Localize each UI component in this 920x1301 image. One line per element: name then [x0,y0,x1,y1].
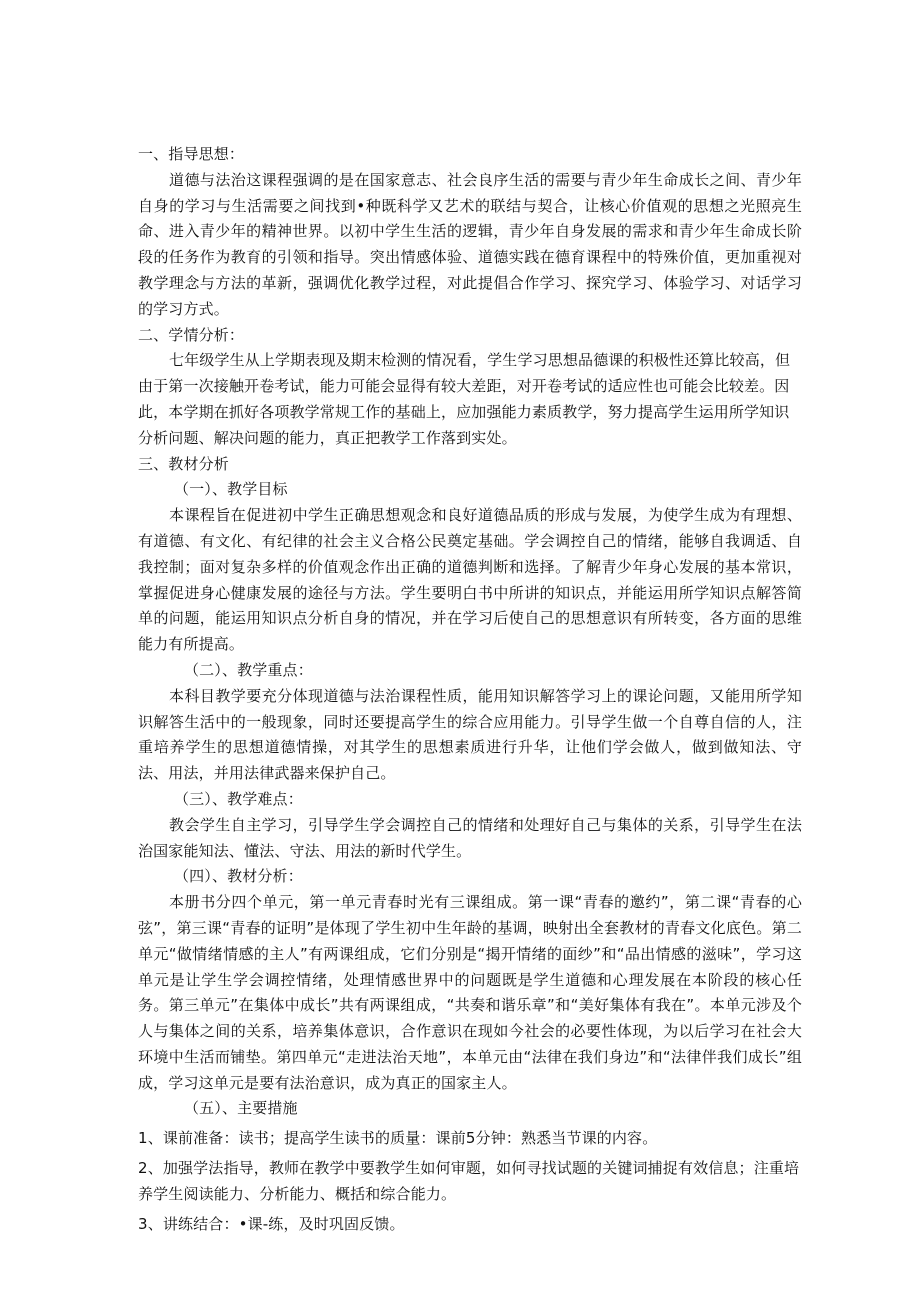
measure-item: 1、课前准备：读书；提高学生读书的质量：课前5分钟：熟悉当节课的内容。 [138,1129,658,1148]
section-heading-textbook-analysis: 三、教材分析 [138,454,229,473]
document-body [138,142,802,1237]
section-heading-student-analysis: 二、学情分析： [138,325,245,344]
student-analysis-paragraph: 七年级学生从上学期表现及期末检测的情况看，学生学习思想品德课的积极性还算比较高，但由于第一次接触开卷考试，能力可能会显得有较大差距，对开卷考试的适应性也可能会比较差。因此，本学期在抓好各项教学常规工作的基础上，应加强能力素质教学，努力提高学生运用所学知识分析问题、解决问题的能力，真正把教学工作落到实处。 [138,351,791,447]
subheading-teaching-difficulty: （三）、教学难点： [174,789,303,808]
section-heading-guiding-thought: 一、指导思想： [138,145,245,163]
teaching-goals-paragraph: 本课程旨在促进初中学生正确思想观念和良好道德品质的形成与发展，为使学生成为有理想、有道德、有文化、有纪律的社会主义合格公民奠定基础。学会调控自己的情绪，能够自我调适、自我控制；面对复杂多样的价值观念作出正确的道德判断和选择。了解青少年身心发展的基本常识，掌握促进身心健康发展的途径与方法。学生要明白书中所讲的知识点，并能运用所学知识点解答简单的问题，能运用知识点分析自身的情况，并在学习后使自己的思想意识有所转变，各方面的思维能力有所提高。 [138,506,802,654]
measure-item: 3、讲练结合：•课-练，及时巩固反馈。 [138,1214,405,1233]
measure-item: 2、加强学法指导，教师在教学中要教学生如何审题，如何寻找试题的关键词捕捉有效信息；注重培养学生阅读能力、分析能力、概括和综合能力。 [138,1159,800,1203]
subheading-teaching-focus: （二）、教学重点： [184,660,313,679]
textbook-analysis-paragraph: 本册书分四个单元，第一单元青春时光有三课组成。第一课“青春的邀约”，第二课“青春的心弦”，第三课“青春的证明”是体现了学生初中生年龄的基调，映射出全套教材的青春文化底色。第二单元“做情绪情感的主人”有两课组成，它们分别是“揭开情绪的面纱”和“品出情感的滋味”，学习这单元是让学生学会调控情绪，处理情感世界中的问题既是学生道德和心理发展在本阶段的核心任务。第三单元”在集体中成长”共有两课组成，“共奏和谐乐章”和“美好集体有我在”。本单元涉及个人与集体之间的关系，培养集体意识，合作意识在现如今社会的必要性体现，为以后学习在社会大环境中生活而铺垫。第四单元“走进法治天地”，本单元由“法律在我们身边”和“法律伴我们成长”组成，学习这单元是要有法治意识，成为真正的国家主人。 [138,893,802,1092]
subheading-textbook-analysis: （四）、教材分析： [174,867,303,886]
teaching-focus-paragraph: 本科目教学要充分体现道德与法治课程性质，能用知识解答学习上的课论问题，又能用所学知识解答生活中的一般现象，同时还要提高学生的综合应用能力。引导学生做一个自尊自信的人，注重培养学生的思想道德情操，对其学生的思想素质进行升华，让他们学会做人，做到做知法、守法、用法，并用法律武器来保护自己。 [138,686,802,783]
teaching-difficulty-paragraph: 教会学生自主学习，引导学生学会调控自己的情绪和处理好自己与集体的关系，引导学生在法治国家能知法、懂法、守法、用法的新时代学生。 [138,815,802,860]
subheading-teaching-goals: （一）、教学目标 [174,480,288,499]
guiding-thought-paragraph: 道德与法治这课程强调的是在国家意志、社会良序生活的需要与青少年生命成长之间、青少年自身的学习与生活需要之间找到•种既科学又艺术的联结与契合，让核心价值观的思想之光照亮生命、进入青少年的精神世界。以初中学生生活的逻辑，青少年自身发展的需求和青少年生命成长阶段的任务作为教育的引领和指导。突出情感体验、道德实践在德育课程中的特殊价值，更加重视对教学理念与方法的革新，强调优化教学过程，对此提倡合作学习、探究学习、体验学习、对话学习的学习方式。 [138,170,802,318]
subheading-main-measures: （五）、主要措施 [184,1099,298,1118]
